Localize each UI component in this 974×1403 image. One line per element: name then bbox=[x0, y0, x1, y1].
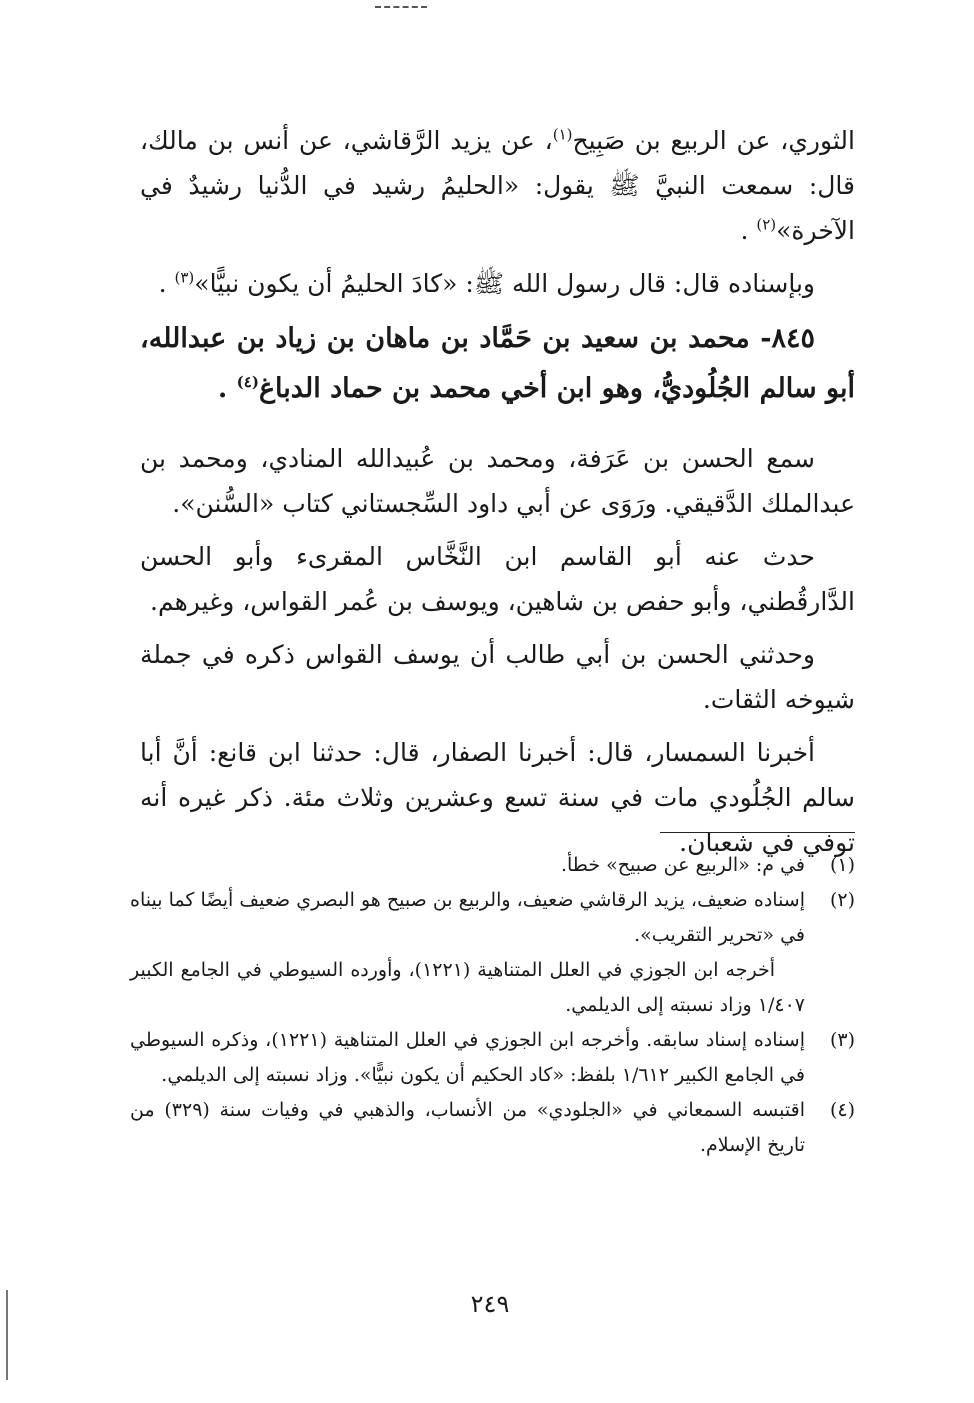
footnote-ref-3[interactable]: (٣) bbox=[174, 268, 195, 287]
footnote-number: (١) bbox=[829, 854, 855, 876]
footnote-2-continuation: أخرجه ابن الجوزي في العلل المتناهية (١٢٢١)، وأورده السيوطي في الجامع الكبير ١/٤٠٧ وزاد نسبته إلى الديلمي. bbox=[130, 959, 805, 1016]
paragraph-1-part-a: الثوري، عن الربيع بن صَبِيح bbox=[572, 126, 855, 155]
footnote-2 bbox=[130, 883, 855, 953]
page-number: ٢٤٩ bbox=[470, 1290, 510, 1318]
footnote-ref-1[interactable]: (١) bbox=[552, 125, 573, 144]
footnote-ref-4[interactable]: (٤) bbox=[236, 373, 259, 391]
footnote-text: في م: «الربيع عن صبيح» خطأ. bbox=[560, 854, 805, 876]
footnote-3 bbox=[130, 1023, 855, 1093]
footnote-number: (٤) bbox=[829, 1099, 855, 1121]
left-margin-mark bbox=[6, 1290, 8, 1380]
main-text bbox=[140, 118, 855, 873]
footnote-separator bbox=[660, 832, 855, 833]
top-dashed-rule bbox=[375, 6, 427, 8]
footnote-text: إسناده ضعيف، يزيد الرقاشي ضعيف، والربيع بن صبيح هو البصري ضعيف أيضًا كما بيناه في «تحرير التقريب». bbox=[130, 889, 805, 946]
entry-heading-text: ٨٤٥- محمد بن سعيد بن حَمَّاد بن ماهان بن زياد بن عبدالله، أبو سالم الجُلُوديُّ، وهو ابن أخي محمد بن حماد الدباغ bbox=[140, 323, 855, 404]
paragraph-5: وحدثني الحسن بن أبي طالب أن يوسف القواس ذكره في جملة شيوخه الثقات. bbox=[140, 640, 855, 714]
footnote-1 bbox=[130, 848, 855, 883]
footnote-4 bbox=[130, 1093, 855, 1163]
paragraph-4: حدث عنه أبو القاسم ابن النَّخَّاس المقرىء وأبو الحسن الدَّارقُطني، وأبو حفص بن شاهين، ويوسف بن عُمر القواس، وغيرهم. bbox=[140, 542, 855, 616]
entry-heading bbox=[140, 314, 855, 414]
paragraph-1 bbox=[140, 118, 855, 253]
paragraph-1-end: . bbox=[740, 216, 757, 245]
paragraph-2 bbox=[140, 261, 855, 306]
paragraph-3: سمع الحسن بن عَرَفة، ومحمد بن عُبيدالله المنادي، ومحمد بن عبدالملك الدَّقيقي. ورَوَى عن أبي داود السِّجستاني كتاب «السُّنن». bbox=[140, 444, 855, 518]
paragraph-2-end: . bbox=[158, 269, 175, 298]
footnotes bbox=[130, 848, 855, 1163]
paragraph-1-part-b: ، عن يزيد الرَّقاشي، عن أنس بن مالك، قال: سمعت النبيَّ ﷺ يقول: «الحليمُ رشيد في الدُّنيا رشيدٌ في الآخرة» bbox=[140, 126, 855, 245]
paragraph-2-text: وبإسناده قال: قال رسول الله ﷺ: «كادَ الحليمُ أن يكون نبيًّا» bbox=[194, 269, 815, 298]
footnote-text: اقتبسه السمعاني في «الجلودي» من الأنساب، والذهبي في وفيات سنة (٣٢٩) من تاريخ الإسلام. bbox=[130, 1099, 806, 1156]
footnote-ref-2[interactable]: (٢) bbox=[756, 215, 777, 234]
entry-heading-end: . bbox=[217, 373, 237, 404]
paragraph-6: أخبرنا السمسار، قال: أخبرنا الصفار، قال: حدثنا ابن قانع: أنَّ أبا سالم الجُلُودي مات في سنة تسع وعشرين وثلاث مئة. ذكر غيره أنه توفي في شعبان. bbox=[140, 738, 855, 857]
footnote-text: إسناده إسناد سابقه. وأخرجه ابن الجوزي في العلل المتناهية (١٢٢١)، وذكره السيوطي في الجامع الكبير ١/٦١٢ بلفظ: «كاد الحكيم أن يكون نبيًّا». وزاد نسبته إلى الديلمي. bbox=[130, 1029, 805, 1086]
footnote-number: (٢) bbox=[829, 889, 855, 911]
footnote-number: (٣) bbox=[829, 1029, 855, 1051]
